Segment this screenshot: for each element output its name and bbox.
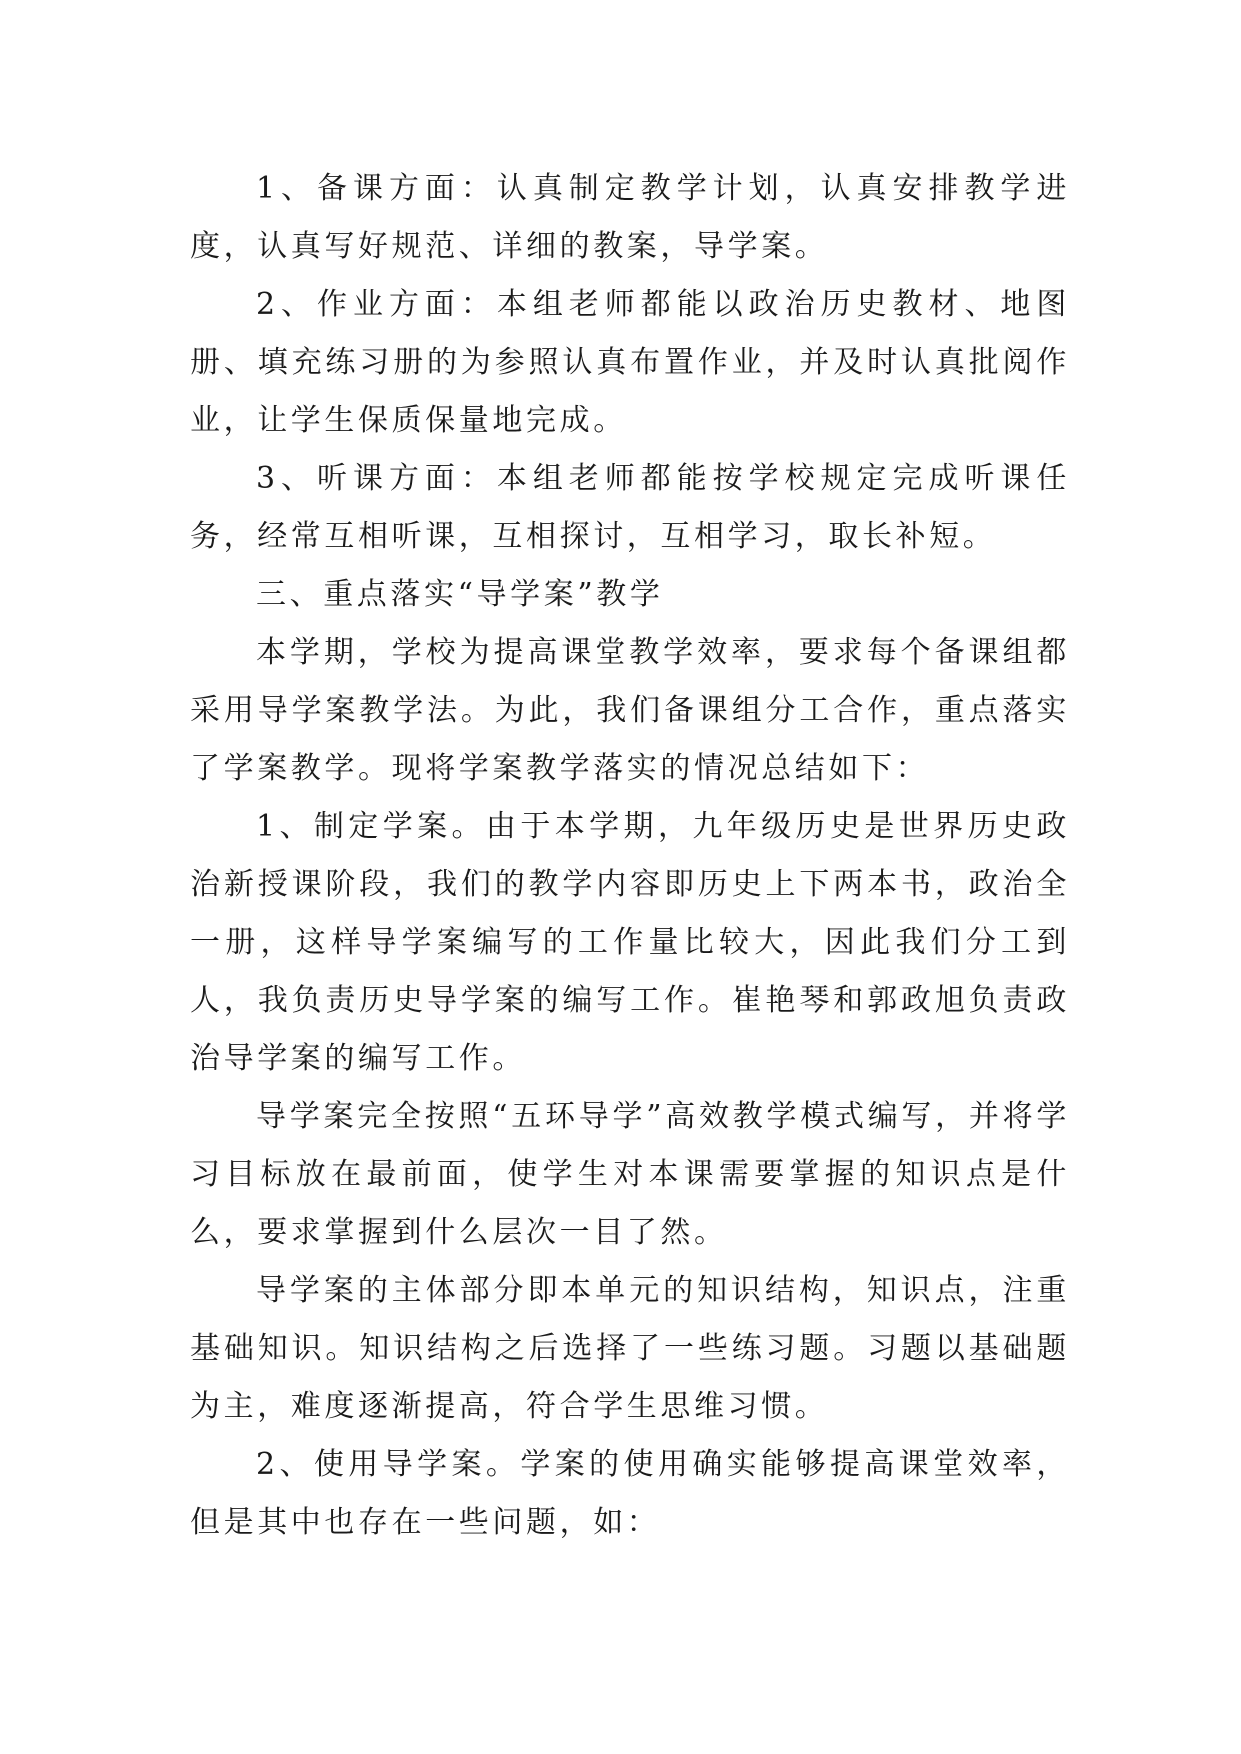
paragraph-five-ring-model: 导学案完全按照“五环导学”高效教学模式编写，并将学习目标放在最前面，使学生对本课需要掌握的知识点是什么，要求掌握到什么层次一目了然。: [190, 1099, 1070, 1250]
paragraph-lesson-observation: 3、听课方面：本组老师都能按学校规定完成听课任务，经常互相听课，互相探讨，互相学习，取长补短。: [190, 461, 1070, 554]
document-body: [190, 160, 1070, 1552]
paragraph-make-study-plan: 1、制定学案。由于本学期，九年级历史是世界历史政治新授课阶段，我们的教学内容即历史上下两本书，政治全一册，这样导学案编写的工作量比较大，因此我们分工到人，我负责历史导学案的编写工作。崔艳琴和郭政旭负责政治导学案的编写工作。: [190, 809, 1070, 1076]
paragraph-lesson-prep: 1、备课方面：认真制定教学计划，认真安排教学进度，认真写好规范、详细的教案，导学案。: [190, 171, 1070, 264]
section-heading: 三、重点落实“导学案”教学: [256, 577, 664, 612]
paragraph-main-body: 导学案的主体部分即本单元的知识结构，知识点，注重基础知识。知识结构之后选择了一些练习题。习题以基础题为主，难度逐渐提高，符合学生思维习惯。: [190, 1273, 1070, 1424]
paragraph-homework: 2、作业方面：本组老师都能以政治历史教材、地图册、填充练习册的为参照认真布置作业，并及时认真批阅作业，让学生保质保量地完成。: [190, 287, 1070, 438]
paragraph-use-study-plan: 2、使用导学案。学案的使用确实能够提高课堂效率，但是其中也存在一些问题，如：: [190, 1447, 1070, 1540]
paragraph-semester-intro: 本学期，学校为提高课堂教学效率，要求每个备课组都采用导学案教学法。为此，我们备课组分工合作，重点落实了学案教学。现将学案教学落实的情况总结如下：: [190, 635, 1070, 786]
